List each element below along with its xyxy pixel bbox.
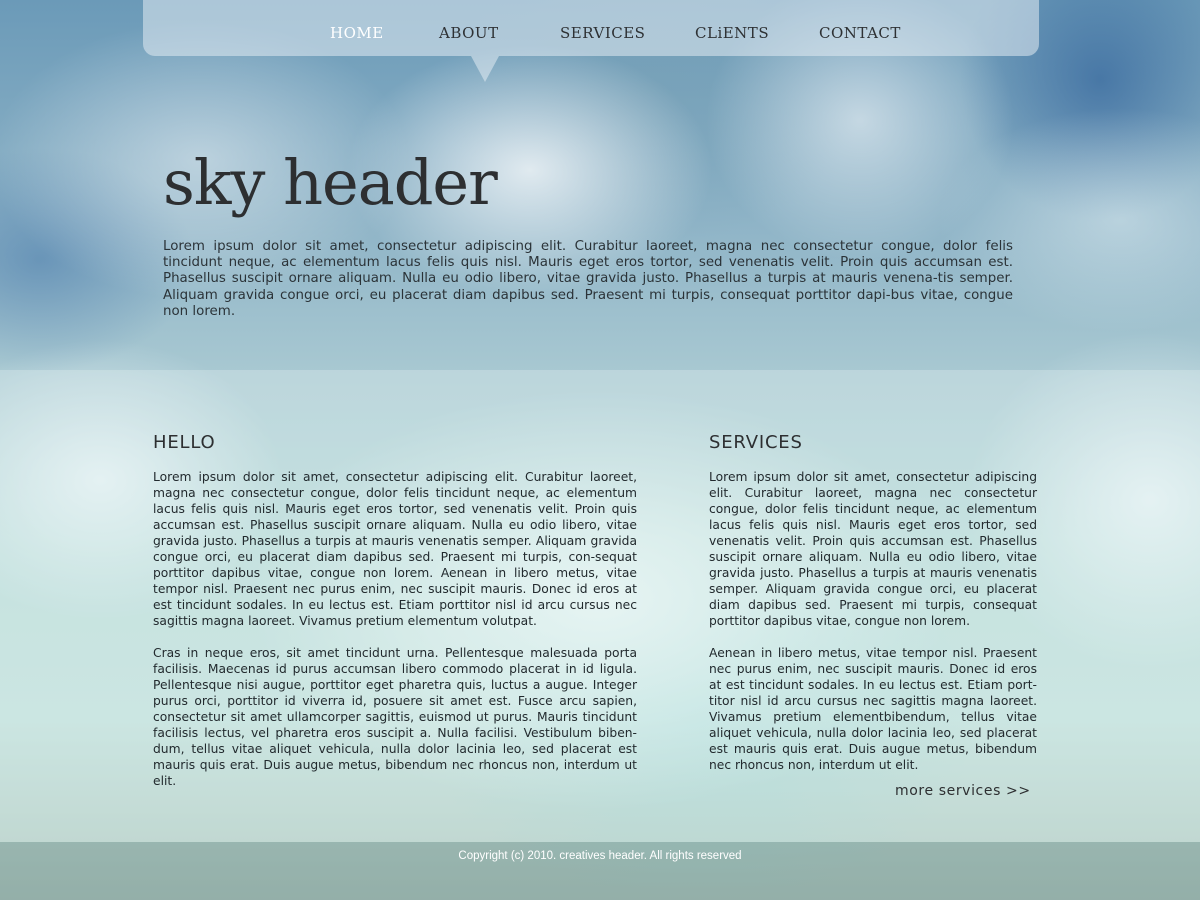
nav-item-clients[interactable]: CLiENTS [695, 24, 770, 42]
main-nav [143, 0, 1039, 56]
services-heading: SERVICES [709, 432, 803, 453]
nav-item-services[interactable]: SERVICES [560, 24, 646, 42]
page-title: sky header [163, 146, 497, 219]
services-paragraph-1: Lorem ipsum dolor sit amet, consectetur adipiscing elit. Curabitur laoreet, magna nec consectetur congue, dolor felis tincidunt neque, ac elementum lacus felis quis nisl. Mauris eget eros tortor, sed venenatis velit. Proin quis accumsan est. Phasellus suscipit ornare aliquam. Nulla eu odio libero, vitae gravida justo. Phasellus a turpis at mauris venenatis semper. Aliquam gravida congue orci, eu placerat diam dapibus sed. Praesent mi turpis, consequat porttitor dapibus vitae, congue non lorem. [709, 470, 1037, 628]
copyright-text: Copyright (c) 2010. creatives header. All rights reserved [458, 850, 742, 862]
hello-paragraph-2: Cras in neque eros, sit amet tincidunt urna. Pellentesque malesuada porta facilisis. Maecenas id purus accumsan libero commodo placerat in id ligula. Pellentesque nisi augue, porttitor eget pharetra quis, luctus a augue. Integer purus orci, porttitor id viverra id, posuere sit amet est. Fusce arcu sapien, consectetur sit amet ullamcorper sagittis, euismod ut purus. Mauris tincidunt facilisis lectus, vel pharetra eros suscipit a. Nulla facilisi. Vestibulum biben-dum, tellus vitae aliquet vehicula, nulla dolor lacinia leo, sed placerat est mauris quis erat. Duis augue metus, bibendum nec rhoncus non, interdum ut elit. [153, 646, 637, 788]
nav-item-about[interactable]: ABOUT [439, 24, 499, 42]
hero-description: Lorem ipsum dolor sit amet, consectetur adipiscing elit. Curabitur laoreet, magna nec consectetur congue, dolor felis tincidunt neque, ac elementum lacus felis quis nisl. Mauris eget eros tortor, sed venenatis velit. Proin quis accumsan est. Phasellus suscipit ornare aliquam. Nulla eu odio libero, vitae gravida justo. Phasellus a turpis at mauris venena-tis semper. Aliquam gravida congue orci, eu placerat diam dapibus sed. Praesent mi turpis, consequat porttitor dapi-bus vitae, congue non lorem. [163, 239, 1013, 319]
more-services-link[interactable]: more services >> [895, 783, 1031, 799]
nav-item-contact[interactable]: CONTACT [819, 24, 901, 42]
active-nav-pointer [471, 56, 499, 82]
footer [0, 842, 1200, 900]
services-paragraph-2: Aenean in libero metus, vitae tempor nisl. Praesent nec purus enim, nec suscipit mauris. Donec id eros at est tincidunt sodales. In eu lectus est. Etiam port-titor nisl id arcu cursus nec sagittis magna laoreet. Vivamus pretium elementbibendum, tellus vitae aliquet vehicula, nulla dolor lacinia leo, sed placerat est mauris quis erat. Duis augue metus, bibendum nec rhoncus non, interdum ut elit. [709, 646, 1037, 772]
hello-heading: HELLO [153, 432, 216, 453]
hello-paragraph-1: Lorem ipsum dolor sit amet, consectetur adipiscing elit. Curabitur laoreet, magna nec consectetur congue, dolor felis tincidunt neque, ac elementum lacus felis quis nisl. Mauris eget eros tortor, sed venenatis velit. Proin quis accumsan est. Phasellus suscipit ornare aliquam. Nulla eu odio libero, vitae gravida justo. Phasellus a turpis at mauris venenatis semper. Aliquam gravida congue orci, eu placerat diam dapibus sed. Praesent mi turpis, con-sequat porttitor dapibus vitae, congue non lorem. Aenean in libero metus, vitae tempor nisl. Praesent nec purus enim, nec suscipit mauris. Donec id eros at est tincidunt sodales. In eu lectus est. Etiam porttitor nisl id arcu cursus nec sagittis magna laoreet. Vivamus pretium elementum volutpat. [153, 470, 637, 628]
nav-item-home[interactable]: HOME [330, 24, 384, 42]
